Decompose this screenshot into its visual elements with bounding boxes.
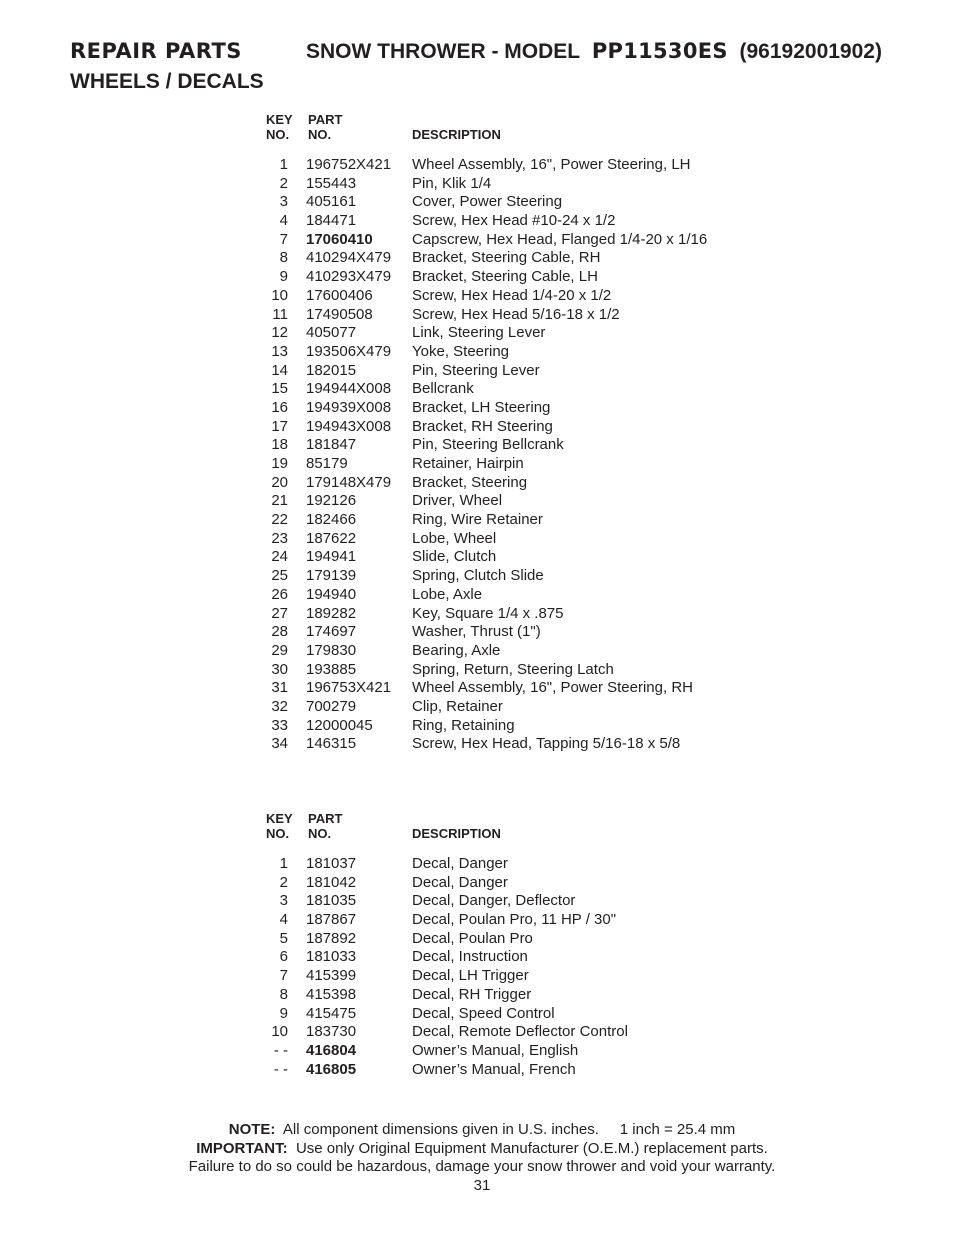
part-number: 192126 <box>306 492 357 510</box>
header-title-line <box>70 36 930 68</box>
part-no-header <box>308 811 342 841</box>
key-number: - - <box>273 1041 288 1059</box>
key-number: 3 <box>279 892 288 910</box>
key-number: 9 <box>279 268 288 286</box>
part-number: 155443 <box>306 174 357 192</box>
part-description: Spring, Clutch Slide <box>412 567 544 585</box>
part-description: Bracket, RH Steering <box>412 417 553 435</box>
page-number: 31 <box>473 1177 491 1194</box>
key-number: 34 <box>271 735 288 753</box>
part-number: 181037 <box>306 855 357 872</box>
part-number: 410294X479 <box>306 249 392 267</box>
part-number: 179139 <box>306 567 357 585</box>
part-number: 416805 <box>306 1060 357 1078</box>
part-number: 415399 <box>306 967 357 985</box>
part-description: Screw, Hex Head 5/16-18 x 1/2 <box>412 305 620 323</box>
key-number: 32 <box>271 697 288 715</box>
part-description: Decal, LH Trigger <box>412 967 529 985</box>
part-description: Pin, Steering Bellcrank <box>412 436 564 454</box>
key-number: 6 <box>279 948 288 966</box>
part-number: 17490508 <box>306 305 373 323</box>
part-number: 194944X008 <box>306 380 392 398</box>
conversion-text: 1 inch = 25.4 mm <box>619 1121 736 1138</box>
part-description: Lobe, Axle <box>412 585 483 603</box>
part-header-label: PART <box>308 811 343 826</box>
part-description: Clip, Retainer <box>412 697 503 715</box>
page-header <box>70 36 930 93</box>
part-number: 405161 <box>306 193 357 211</box>
key-number: 22 <box>271 511 288 529</box>
part-number: 17600406 <box>306 286 373 304</box>
description-header: DESCRIPTION <box>412 826 501 841</box>
part-description: Decal, Danger <box>412 855 508 872</box>
part-description: Decal, Poulan Pro <box>412 929 533 947</box>
part-number: 196752X421 <box>306 156 392 173</box>
part-description: Owner’s Manual, English <box>412 1041 579 1059</box>
part-number: 181847 <box>306 436 357 454</box>
key-number: 2 <box>279 174 288 192</box>
key-number: 16 <box>271 398 288 416</box>
part-description: Decal, Instruction <box>412 948 528 966</box>
key-no-header <box>266 811 293 841</box>
part-description: Key, Square 1/4 x .875 <box>412 604 564 622</box>
part-description: Pin, Steering Lever <box>412 361 540 379</box>
part-number: 187622 <box>306 529 357 547</box>
part-description: Bellcrank <box>412 380 474 398</box>
part-number: 85179 <box>306 455 348 472</box>
key-number: 9 <box>279 1004 288 1022</box>
note-text: All component dimensions given in U.S. inches. <box>282 1121 599 1138</box>
part-description: Washer, Thrust (1") <box>412 623 541 641</box>
no-header-label: NO. <box>266 127 290 142</box>
part-number: 405077 <box>306 324 357 342</box>
part-number: 415475 <box>306 1004 357 1022</box>
key-number: 2 <box>279 873 288 891</box>
part-description: Bracket, Steering Cable, RH <box>412 249 601 267</box>
key-number: 27 <box>271 604 288 622</box>
key-number: 25 <box>271 567 288 585</box>
key-number: 7 <box>279 230 288 248</box>
model-title <box>306 39 882 64</box>
part-number: 174697 <box>306 623 357 641</box>
part-no-header-label: NO. <box>308 127 332 142</box>
key-number: 10 <box>271 286 288 304</box>
part-description: Decal, RH Trigger <box>412 985 532 1003</box>
model-number: (96192001902) <box>739 40 882 63</box>
part-description: Screw, Hex Head 1/4-20 x 1/2 <box>412 286 612 304</box>
notes-block <box>0 1121 954 1177</box>
part-number: 181042 <box>306 873 357 891</box>
important-line <box>0 1140 954 1159</box>
key-number: 1 <box>279 855 288 872</box>
part-description: Pin, Klik 1/4 <box>412 174 492 192</box>
part-description: Screw, Hex Head #10-24 x 1/2 <box>412 212 616 230</box>
part-description: Link, Steering Lever <box>412 324 546 342</box>
key-number: 19 <box>271 455 288 472</box>
part-number: 187867 <box>306 911 357 929</box>
part-number: 182466 <box>306 511 357 529</box>
key-header-label: KEY <box>266 112 293 127</box>
part-number: 194941 <box>306 548 357 566</box>
part-description: Lobe, Wheel <box>412 529 497 547</box>
part-number: 415398 <box>306 985 357 1003</box>
part-description: Wheel Assembly, 16", Power Steering, RH <box>412 679 693 697</box>
key-number: 5 <box>279 929 288 947</box>
part-number: 193885 <box>306 660 357 678</box>
part-description: Cover, Power Steering <box>412 193 563 211</box>
section-subtitle: WHEELS / DECALS <box>70 70 264 93</box>
key-number: - - <box>273 1060 288 1078</box>
description-header: DESCRIPTION <box>412 127 501 142</box>
key-number: 11 <box>272 305 288 323</box>
model-prefix: SNOW THROWER - MODEL <box>306 40 581 63</box>
part-number: 17060410 <box>306 230 373 248</box>
part-header-label: PART <box>308 112 343 127</box>
part-description: Bracket, Steering Cable, LH <box>412 268 598 286</box>
part-number: 196753X421 <box>306 679 392 697</box>
part-description: Bracket, LH Steering <box>412 398 551 416</box>
part-description: Decal, Remote Deflector Control <box>412 1023 628 1041</box>
part-description: Bracket, Steering <box>412 473 528 491</box>
key-number: 31 <box>271 679 288 697</box>
key-number: 33 <box>271 716 288 734</box>
part-number: 12000045 <box>306 716 373 734</box>
part-no-header-label: NO. <box>308 826 332 841</box>
note-label: NOTE: <box>228 1121 276 1138</box>
part-number: 181035 <box>306 892 357 910</box>
key-number: 26 <box>271 585 288 603</box>
part-description: Screw, Hex Head, Tapping 5/16-18 x 5/8 <box>412 735 681 753</box>
no-header-label: NO. <box>266 826 290 841</box>
part-number: 189282 <box>306 604 357 622</box>
part-description: Ring, Wire Retainer <box>412 511 543 529</box>
part-number: 179830 <box>306 641 357 659</box>
key-number: 13 <box>271 342 288 360</box>
part-number: 182015 <box>306 361 357 379</box>
part-no-header <box>308 112 342 142</box>
key-number: 28 <box>271 623 288 641</box>
key-no-header <box>266 112 293 142</box>
key-number: 29 <box>271 641 288 659</box>
part-number: 181033 <box>306 948 357 966</box>
key-number: 17 <box>271 417 288 435</box>
part-description: Decal, Speed Control <box>412 1004 555 1022</box>
part-number: 146315 <box>306 735 357 753</box>
part-number: 183730 <box>306 1023 357 1041</box>
key-number: 18 <box>271 436 288 454</box>
part-description: Yoke, Steering <box>412 342 510 360</box>
key-number: 23 <box>271 529 288 547</box>
note-line <box>0 1121 954 1140</box>
part-number: 187892 <box>306 929 357 947</box>
key-number: 4 <box>279 212 288 230</box>
key-number: 1 <box>279 156 288 173</box>
part-number: 194943X008 <box>306 417 392 435</box>
part-number: 194940 <box>306 585 357 603</box>
key-number: 8 <box>279 985 288 1003</box>
part-number: 179148X479 <box>306 473 392 491</box>
key-number: 7 <box>279 967 288 985</box>
part-description: Spring, Return, Steering Latch <box>412 660 614 678</box>
key-number: 20 <box>271 473 288 491</box>
part-description: Slide, Clutch <box>412 548 497 566</box>
key-number: 15 <box>271 380 288 398</box>
key-number: 10 <box>271 1023 288 1041</box>
key-number: 4 <box>279 911 288 929</box>
part-number: 700279 <box>306 697 357 715</box>
model-code: PP11530ES <box>591 39 728 63</box>
part-description: Ring, Retaining <box>412 716 515 734</box>
part-number: 410293X479 <box>306 268 392 286</box>
key-number: 12 <box>271 324 288 342</box>
part-description: Retainer, Hairpin <box>412 455 524 472</box>
important-text: Use only Original Equipment Manufacturer (O.E.M.) replacement parts. <box>295 1139 768 1157</box>
part-number: 193506X479 <box>306 342 392 360</box>
key-number: 3 <box>279 193 288 211</box>
part-description: Capscrew, Hex Head, Flanged 1/4-20 x 1/16 <box>412 230 708 248</box>
part-description: Bearing, Axle <box>412 641 501 659</box>
part-description: Decal, Poulan Pro, 11 HP / 30" <box>412 911 617 929</box>
part-description: Decal, Danger <box>412 873 508 891</box>
key-header-label: KEY <box>266 811 293 826</box>
part-description: Wheel Assembly, 16", Power Steering, LH <box>412 156 691 173</box>
part-number: 194939X008 <box>306 398 392 416</box>
key-number: 8 <box>279 249 288 267</box>
key-number: 24 <box>271 548 288 566</box>
part-description: Decal, Danger, Deflector <box>412 892 576 910</box>
part-number: 416804 <box>306 1041 357 1059</box>
important-label: IMPORTANT: <box>196 1139 288 1157</box>
repair-parts-title: REPAIR PARTS <box>70 39 242 63</box>
key-number: 30 <box>271 660 288 678</box>
warning-line: Failure to do so could be hazardous, damage your snow thrower and void your warranty. <box>188 1158 776 1175</box>
key-number: 14 <box>271 361 288 379</box>
part-description: Driver, Wheel <box>412 492 503 510</box>
part-description: Owner’s Manual, French <box>412 1060 576 1078</box>
part-number: 184471 <box>306 212 357 230</box>
key-number: 21 <box>271 492 288 510</box>
